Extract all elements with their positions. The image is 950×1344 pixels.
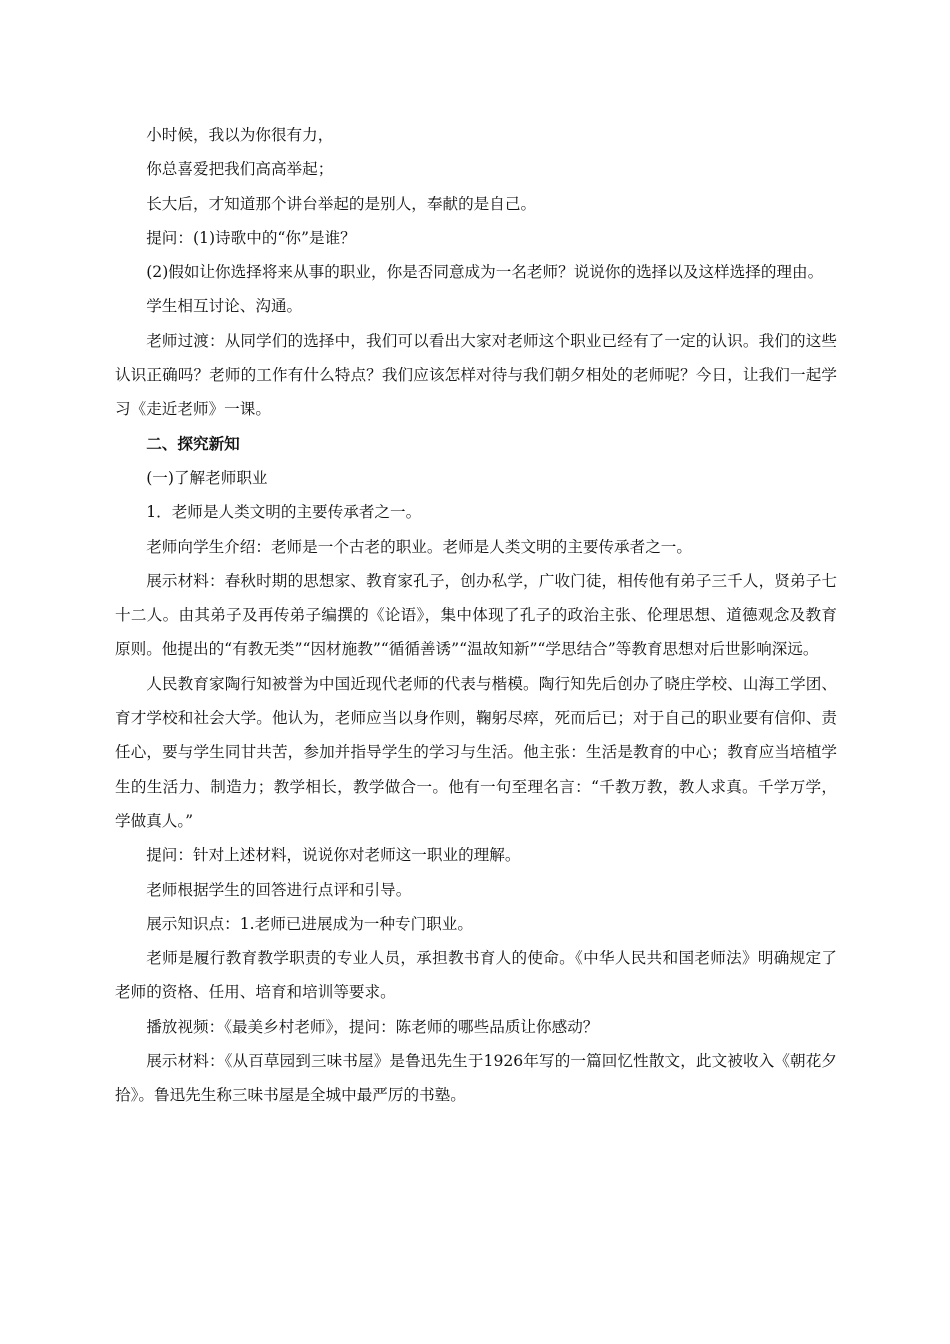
material-tao-xingzhi: 人民教育家陶行知被誉为中国近现代老师的代表与楷模。陶行知先后创办了晓庄学校、山海工学团、育才学校和社会大学。他认为，老师应当以身作则，鞠躬尽瘁，死而后已；对于自己的职业要有信仰、责任心，要与学生同甘共苦，参加并指导学生的学习与生活。他主张：生活是教育的中心；教育应当培植学生的生活力、制造力；教学相长，教学做合一。他有一句至理名言：“千教万教，教人求真。千学万学，学做真人。”	[115, 674, 837, 830]
teacher-comment: 老师根据学生的回答进行点评和引导。	[146, 880, 412, 899]
teacher-transition: 老师过渡：从同学们的选择中，我们可以看出大家对老师这个职业已经有了一定的认识。我们的这些认识正确吗？老师的工作有什么特点？我们应该怎样对待与我们朝夕相处的老师呢？今日，让我们一起学习《走近老师》一课。	[115, 331, 837, 419]
teacher-law: 老师是履行教育教学职责的专业人员，承担教书育人的使命。《中华人民共和国老师法》明确规定了老师的资格、任用、培育和培训等要求。	[115, 949, 837, 1002]
knowledge-point: 展示知识点：1.老师已进展成为一种专门职业。	[146, 914, 473, 933]
subsection-heading: (一)了解老师职业	[146, 468, 268, 487]
question-2: (2)假如让你选择将来从事的职业，你是否同意成为一名老师？说说你的选择以及这样选择的理由。	[146, 263, 824, 282]
question-material: 提问：针对上述材料，说说你对老师这一职业的理解。	[146, 846, 521, 865]
document-page	[115, 118, 837, 1113]
poem-line-3: 长大后，才知道那个讲台举起的是别人，奉献的是自己。	[146, 194, 537, 213]
teacher-intro: 老师向学生介绍：老师是一个古老的职业。老师是人类文明的主要传承者之一。	[146, 537, 692, 556]
material-luxun: 展示材料：《从百草园到三味书屋》是鲁迅先生于1926年写的一篇回忆性散文，此文被收入《朝花夕拾》。鲁迅先生称三味书屋是全城中最严厉的书塾。	[115, 1052, 837, 1105]
question-1: 提问：(1)诗歌中的“你”是谁？	[146, 228, 356, 247]
video-question: 播放视频：《最美乡村老师》，提问：陈老师的哪些品质让你感动？	[146, 1017, 599, 1036]
material-confucius: 展示材料：春秋时期的思想家、教育家孔子，创办私学，广收门徒，相传他有弟子三千人，贤弟子七十二人。由其弟子及再传弟子编撰的《论语》，集中体现了孔子的政治主张、伦理思想、道德观念及教育原则。他提出的“有教无类”“因材施教”“循循善诱”“温故知新”“学思结合”等教育思想对后世影响深远。	[115, 571, 837, 659]
student-discussion: 学生相互讨论、沟通。	[146, 297, 303, 316]
poem-line-1: 小时候，我以为你很有力，	[146, 126, 334, 144]
point-1: 1．老师是人类文明的主要传承者之一。	[146, 503, 422, 522]
poem-line-2: 你总喜爱把我们高高举起；	[146, 160, 334, 179]
section-heading: 二、探究新知	[146, 433, 240, 453]
